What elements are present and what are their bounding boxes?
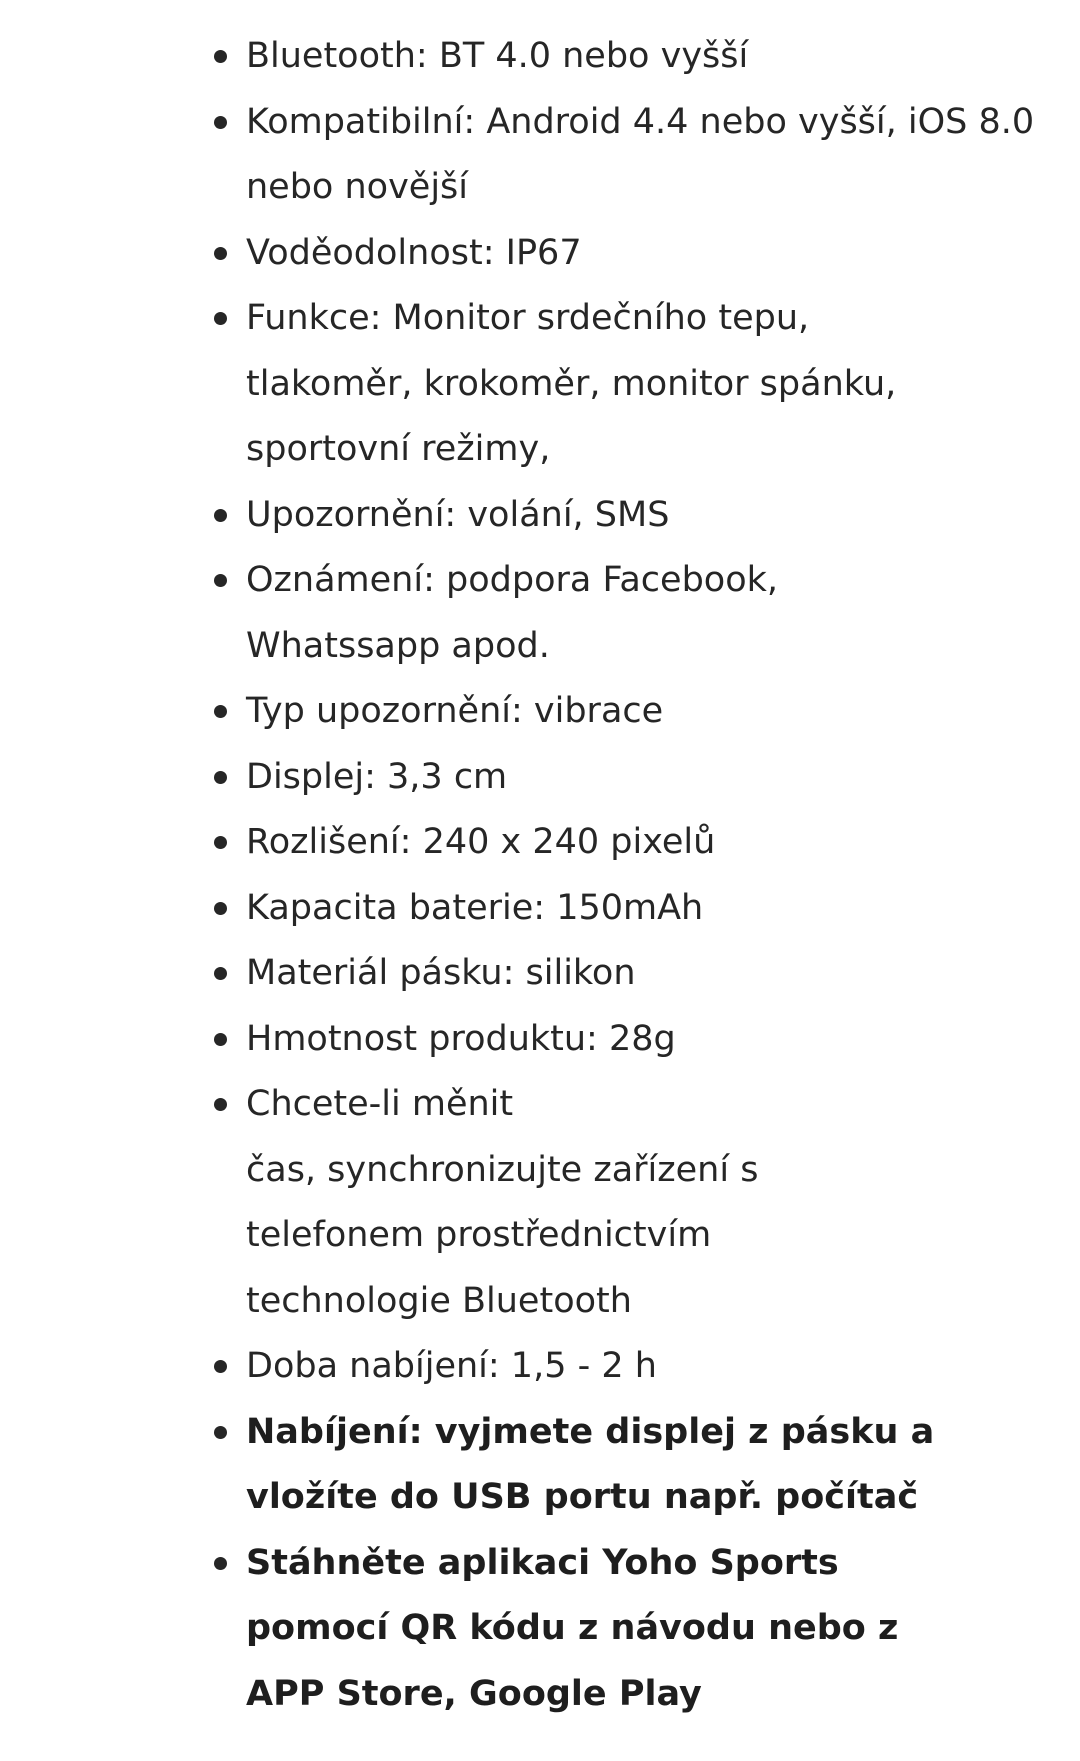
spec-line: Kompatibilní: Android 4.4 nebo vyšší, iOS 8.0 xyxy=(246,101,1035,142)
spec-item-charging-time xyxy=(246,1334,834,1400)
spec-line: Voděodolnost: IP67 xyxy=(246,232,582,273)
spec-line: Funkce: Monitor srdečního tepu, xyxy=(246,298,810,338)
spec-item-water-resistance xyxy=(246,221,834,287)
spec-line: Stáhněte aplikaci Yoho Sports xyxy=(246,1542,839,1583)
spec-item-weight xyxy=(246,1007,834,1073)
spec-item-compatibility xyxy=(246,90,1035,221)
spec-item-time-sync xyxy=(246,1072,834,1334)
spec-line: Hmotnost produktu: 28g xyxy=(246,1018,676,1059)
spec-line: Materiál pásku: silikon xyxy=(246,953,636,993)
spec-line: telefonem prostřednictvím xyxy=(246,1215,712,1255)
spec-line: Typ upozornění: vibrace xyxy=(246,691,664,731)
spec-item-strap-material xyxy=(246,941,834,1007)
spec-line: tlakoměr, krokoměr, monitor spánku, xyxy=(246,363,897,404)
spec-line: Oznámení: podpora Facebook, xyxy=(246,560,779,600)
spec-line: Rozlišení: 240 x 240 pixelů xyxy=(246,822,716,862)
spec-item-alerts xyxy=(246,483,834,549)
spec-line: APP Store, Google Play xyxy=(246,1673,702,1714)
spec-item-charging xyxy=(246,1400,935,1531)
spec-item-functions xyxy=(246,286,897,483)
spec-line: Whatssapp apod. xyxy=(246,625,550,666)
spec-line: Bluetooth: BT 4.0 nebo vyšší xyxy=(246,36,749,76)
spec-item-resolution xyxy=(246,810,834,876)
spec-line: nebo novější xyxy=(246,167,468,207)
spec-line: vložíte do USB portu např. počítač xyxy=(246,1477,919,1517)
spec-list xyxy=(0,24,1035,1727)
spec-line: Upozornění: volání, SMS xyxy=(246,494,670,535)
spec-line: sportovní režimy, xyxy=(246,429,551,469)
spec-item-alert-type xyxy=(246,679,834,745)
spec-item-bluetooth xyxy=(246,24,834,90)
spec-item-display xyxy=(246,745,834,811)
spec-line: Nabíjení: vyjmete displej z pásku a xyxy=(246,1411,935,1452)
spec-line: Chcete-li měnit xyxy=(246,1084,514,1124)
spec-item-app-download xyxy=(246,1531,899,1728)
spec-line: Kapacita baterie: 150mAh xyxy=(246,887,704,928)
spec-line: technologie Bluetooth xyxy=(246,1280,632,1321)
spec-line: čas, synchronizujte zařízení s xyxy=(246,1149,759,1190)
spec-line: Doba nabíjení: 1,5 - 2 h xyxy=(246,1346,657,1386)
spec-line: Displej: 3,3 cm xyxy=(246,756,508,797)
spec-line: pomocí QR kódu z návodu nebo z xyxy=(246,1608,899,1648)
spec-item-battery xyxy=(246,876,834,942)
spec-item-notifications xyxy=(246,548,834,679)
